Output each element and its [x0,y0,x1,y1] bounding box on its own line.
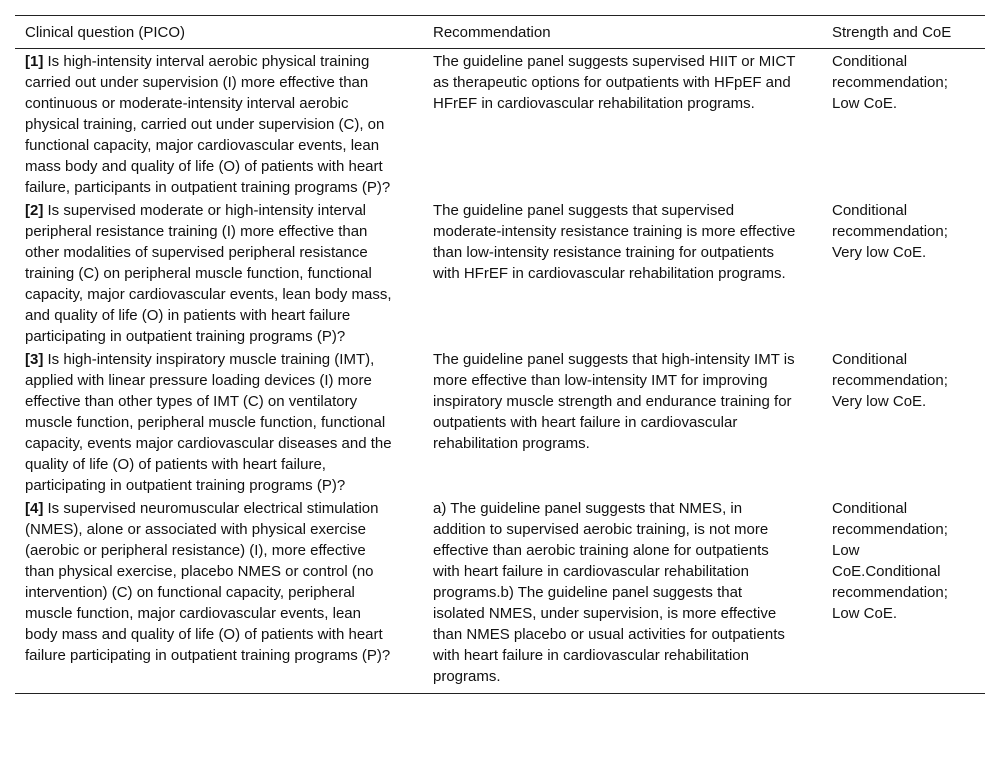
table-header [15,16,985,49]
strength-cell: Conditional recommendation; Low CoE.Conditional recommendation; Low CoE. [832,500,948,622]
table-row [15,347,985,496]
table-row [15,198,985,347]
question-cell [15,496,423,694]
question-cell [15,347,423,496]
strength-cell: Conditional recommendation; Very low CoE. [832,351,948,410]
strength-cell: Conditional recommendation; Very low CoE. [832,202,948,261]
question-number: [2] [25,202,44,219]
question-cell [15,49,423,199]
table-header-row [15,16,985,49]
header-strength-coe: Strength and CoE [822,16,985,49]
table-row [15,49,985,199]
question-text: Is high-intensity inspiratory muscle training (IMT), applied with linear pressure loading devices (I) more effective than other types of IMT (C) on ventilatory muscle function, peripheral muscle function, functional capacity, events major cardiovascular diseases and the quality of life (O) of patients with heart failure, participating in outpatient training programs (P)? [25,351,392,494]
question-cell [15,198,423,347]
recommendation-cell: The guideline panel suggests that high-intensity IMT is more effective than low-intensity IMT for improving inspiratory muscle strength and endurance training for outpatients with heart failure in cardiovascular rehabilitation programs. [433,351,795,452]
pico-recommendations-table [15,15,985,694]
question-number: [3] [25,351,44,368]
question-text: Is high-intensity interval aerobic physical training carried out under supervision (I) more effective than continuous or moderate-intensity interval aerobic physical training, carried out under supervision (C), on functional capacity, major cardiovascular events, lean mass body and quality of life (O) of patients with heart failure, participants in outpatient training programs (P)? [25,53,391,196]
header-clinical-question: Clinical question (PICO) [15,16,423,49]
recommendation-cell: a) The guideline panel suggests that NMES, in addition to supervised aerobic training, is not more effective than aerobic training alone for outpatients with heart failure in cardiovascular rehabilitation programs.b) The guideline panel suggests that isolated NMES, under supervision, is more effective than NMES placebo or usual activities for outpatients with heart failure in cardiovascular rehabilitation programs. [433,500,785,685]
question-number: [4] [25,500,44,517]
recommendation-cell: The guideline panel suggests that supervised moderate-intensity resistance training is more effective than low-intensity resistance training for outpatients with HFrEF in cardiovascular rehabilitation programs. [433,202,796,282]
strength-cell: Conditional recommendation; Low CoE. [832,53,948,112]
question-number: [1] [25,53,44,70]
header-recommendation: Recommendation [423,16,822,49]
question-text: Is supervised neuromuscular electrical stimulation (NMES), alone or associated with physical exercise (aerobic or peripheral resistance) (I), more effective than physical exercise, placebo NMES or control (no intervention) (C) on functional capacity, peripheral muscle function, major cardiovascular events, lean body mass and quality of life (O) of patients with heart failure participating in outpatient training programs (P)? [25,500,391,664]
table-body [15,49,985,694]
recommendation-cell: The guideline panel suggests supervised HIIT or MICT as therapeutic options for outpatients with HFpEF and HFrEF in cardiovascular rehabilitation programs. [433,53,796,112]
table-row [15,496,985,694]
question-text: Is supervised moderate or high-intensity interval peripheral resistance training (I) more effective than other modalities of supervised peripheral resistance training (C) on peripheral muscle function, functional capacity, major cardiovascular events, lean body mass, and quality of life (O) in patients with heart failure participating in outpatient training programs (P)? [25,202,392,345]
